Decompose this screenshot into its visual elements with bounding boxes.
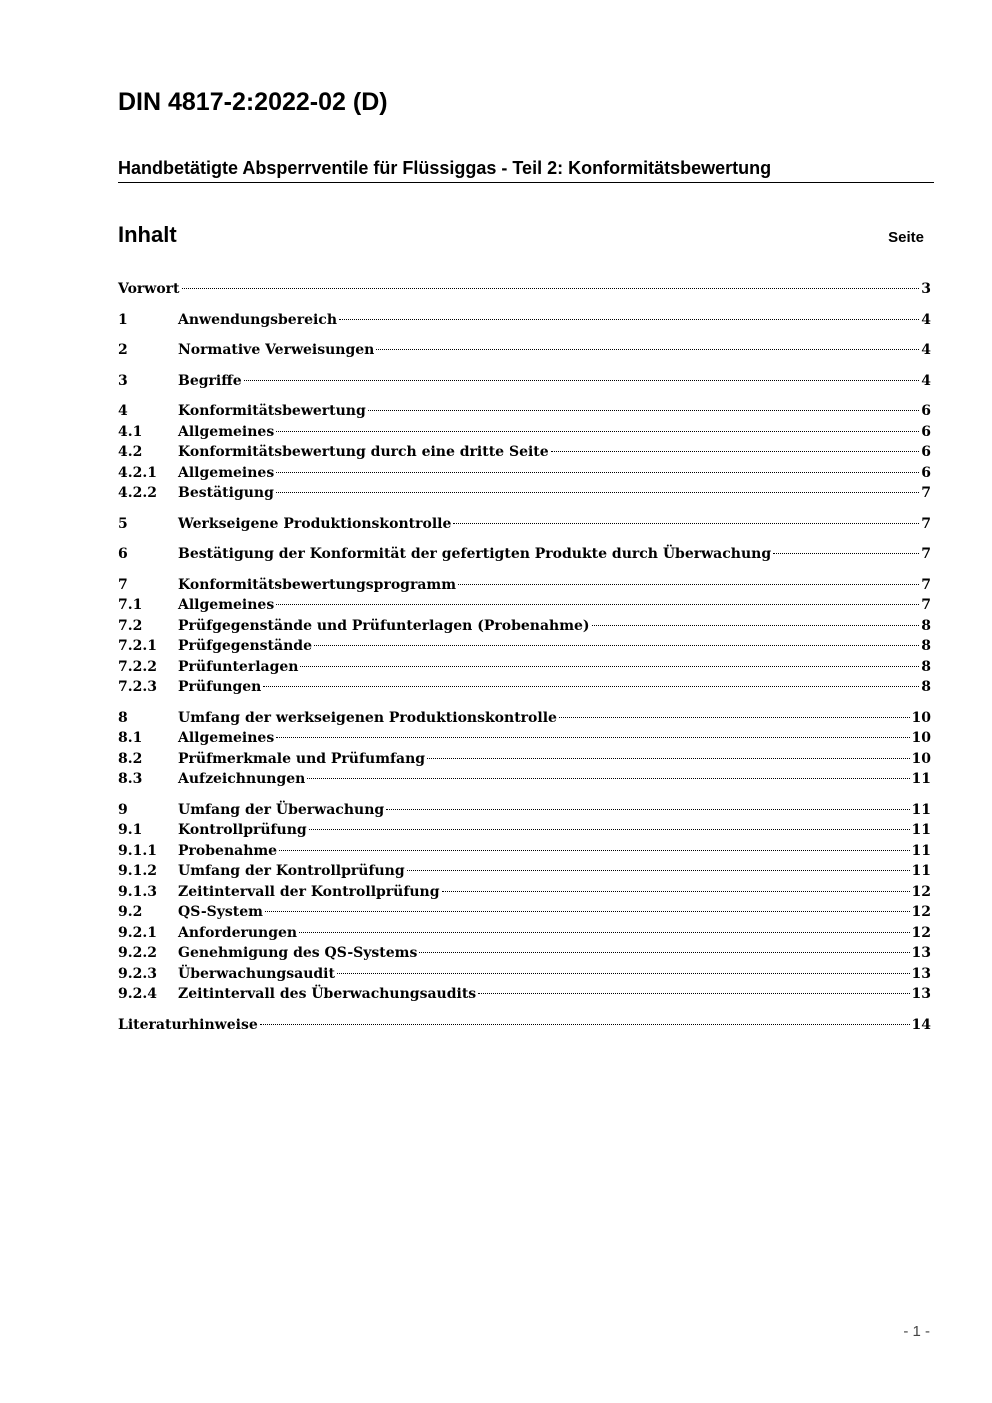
toc-entry-number: 2 <box>118 342 128 358</box>
toc-entry-number: 9.2.3 <box>118 965 157 982</box>
toc-dot-leader <box>407 870 910 871</box>
toc-entry-number: 7.2.3 <box>118 679 157 695</box>
toc-entry[interactable] <box>118 514 931 535</box>
toc-entry-title: Prüfunterlagen <box>178 658 299 675</box>
toc-entry-page: 3 <box>921 281 931 297</box>
toc-entry-title: Prüfmerkmale und Prüfumfang <box>178 750 426 767</box>
toc-dot-leader <box>182 288 920 289</box>
toc-entry-page: 8 <box>921 617 931 634</box>
toc-entry-title: QS-System <box>178 904 263 920</box>
toc-entry[interactable] <box>118 820 931 841</box>
toc-entry[interactable] <box>118 401 931 422</box>
toc-dot-leader <box>551 451 920 452</box>
toc-entry[interactable] <box>118 544 931 565</box>
toc-entry-number: 4 <box>118 403 128 419</box>
toc-entry-page: 11 <box>911 863 931 879</box>
toc-entry[interactable] <box>118 964 931 985</box>
toc-entry-number: 7.1 <box>118 597 143 613</box>
toc-entry-page: 4 <box>921 372 931 389</box>
toc-entry-title: Allgemeines <box>178 730 275 746</box>
toc-entry-page: 7 <box>921 485 931 501</box>
toc-entry[interactable] <box>118 442 931 463</box>
toc-entry[interactable] <box>118 749 931 770</box>
toc-dot-leader <box>478 993 909 994</box>
toc-entry-page: 6 <box>921 423 931 440</box>
toc-dot-leader <box>314 645 919 646</box>
toc-entry-page: 10 <box>911 730 931 746</box>
toc-dot-leader <box>276 737 909 738</box>
toc-dot-leader <box>276 472 919 473</box>
toc-entry-title: Prüfgegenstände <box>178 638 312 654</box>
toc-entry-number: 8.3 <box>118 771 143 787</box>
toc-entry-page: 12 <box>911 924 931 941</box>
toc-entry-page: 7 <box>921 597 931 613</box>
toc-entry[interactable] <box>118 943 931 964</box>
toc-entry[interactable] <box>118 371 931 392</box>
toc-entry-title: Überwachungsaudit <box>178 965 335 982</box>
toc-entry-number: 9.1 <box>118 822 143 838</box>
toc-entry-page: 13 <box>911 965 931 982</box>
toc-entry-title: Prüfungen <box>178 679 262 695</box>
toc-entry-title: Umfang der Kontrollprüfung <box>178 863 405 879</box>
toc-entry[interactable] <box>118 800 931 821</box>
toc-entry-number: 8 <box>118 709 128 726</box>
toc-entry[interactable] <box>118 728 931 749</box>
toc-entry-title: Kontrollprüfung <box>178 822 307 838</box>
toc-entry-title: Zeitintervall der Kontrollprüfung <box>178 883 440 900</box>
toc-entry-title: Aufzeichnungen <box>178 771 306 787</box>
toc-dot-leader <box>307 778 909 779</box>
toc-entry-title: Zeitintervall des Überwachungsaudits <box>178 986 477 1002</box>
toc-entry[interactable] <box>118 902 931 923</box>
toc-entry-page: 14 <box>911 1016 931 1033</box>
toc-entry-page: 6 <box>921 403 931 419</box>
toc-dot-leader <box>276 604 919 605</box>
toc-entry[interactable] <box>118 657 931 678</box>
toc-entry-title: Allgemeines <box>178 464 275 481</box>
toc-dot-leader <box>279 850 909 851</box>
toc-entry[interactable] <box>118 636 931 657</box>
toc-entry-number: 8.1 <box>118 730 143 746</box>
toc-dot-leader <box>276 431 919 432</box>
toc-entry-page: 12 <box>911 883 931 900</box>
toc-entry-title: Literaturhinweise <box>118 1016 258 1033</box>
toc-dot-leader <box>300 666 919 667</box>
toc-entry-title: Prüfgegenstände und Prüfunterlagen (Probenahme) <box>178 617 590 634</box>
toc-entry[interactable] <box>118 769 931 790</box>
toc-entry-number: 4.2.1 <box>118 464 157 481</box>
toc-entry-title: Allgemeines <box>178 423 275 440</box>
toc-entry-page: 8 <box>921 638 931 654</box>
toc-entry-title: Begriffe <box>178 372 242 389</box>
toc-entry[interactable] <box>118 984 931 1005</box>
toc-entry-title: Normative Verweisungen <box>178 342 375 358</box>
toc-entry[interactable] <box>118 841 931 862</box>
toc-dot-leader <box>244 380 920 381</box>
toc-entry-title: Konformitätsbewertungsprogramm <box>178 576 457 593</box>
toc-entry[interactable] <box>118 595 931 616</box>
toc-entry[interactable] <box>118 1015 931 1036</box>
toc-dot-leader <box>559 717 910 718</box>
toc-entry-page: 7 <box>921 515 931 532</box>
toc-entry-page: 11 <box>911 842 931 859</box>
toc-dot-leader <box>376 349 919 350</box>
toc-entry-number: 6 <box>118 546 128 562</box>
toc-dot-leader <box>592 625 920 626</box>
toc-entry-number: 7.2.2 <box>118 658 157 675</box>
toc-entry-page: 4 <box>921 311 931 328</box>
toc-dot-leader <box>276 492 919 493</box>
toc-entry-title: Probenahme <box>178 842 278 859</box>
toc-entry-page: 6 <box>921 464 931 481</box>
toc-entry-title: Bestätigung der Konformität der gefertigten Produkte durch Überwachung <box>178 546 772 562</box>
toc-dot-leader <box>339 319 919 320</box>
toc-entry-page: 10 <box>911 750 931 767</box>
toc-entry-page: 11 <box>911 771 931 787</box>
page-number: - 1 - <box>903 1323 930 1340</box>
toc-entry[interactable] <box>118 861 931 882</box>
toc-entry-number: 4.1 <box>118 423 143 440</box>
toc-dot-leader <box>263 686 919 687</box>
toc-entry-number: 5 <box>118 515 128 532</box>
toc-entry-title: Anforderungen <box>178 924 298 941</box>
toc-dot-leader <box>442 891 910 892</box>
toc-entry-page: 11 <box>911 822 931 838</box>
toc-entry-page: 8 <box>921 658 931 675</box>
toc-entry[interactable] <box>118 422 931 443</box>
toc-entry-page: 13 <box>911 945 931 961</box>
toc-entry[interactable] <box>118 310 931 331</box>
toc-entry-title: Umfang der Überwachung <box>178 801 385 818</box>
toc-dot-leader <box>265 911 910 912</box>
toc-entry-title: Allgemeines <box>178 597 275 613</box>
toc-entry-title: Konformitätsbewertung durch eine dritte Seite <box>178 444 549 460</box>
toc-entry-number: 9.2.4 <box>118 986 157 1002</box>
toc-entry-number: 3 <box>118 372 128 389</box>
toc-entry-number: 9.1.2 <box>118 863 157 879</box>
toc-entry-page: 11 <box>911 801 931 818</box>
toc-entry-number: 7.2 <box>118 617 143 634</box>
toc-entry-number: 7 <box>118 576 128 593</box>
toc-dot-leader <box>299 932 909 933</box>
toc-dot-leader <box>458 584 919 585</box>
toc-entry-page: 13 <box>911 986 931 1002</box>
toc-dot-leader <box>427 758 909 759</box>
toc-entry[interactable] <box>118 882 931 903</box>
toc-dot-leader <box>453 523 919 524</box>
toc-entry-page: 6 <box>921 444 931 460</box>
toc-entry-number: 9.1.1 <box>118 842 157 859</box>
toc-entry-page: 10 <box>911 709 931 726</box>
toc-entry[interactable] <box>118 279 931 300</box>
toc-entry-number: 4.2.2 <box>118 485 157 501</box>
toc-entry-title: Bestätigung <box>178 485 274 501</box>
toc-entry-page: 7 <box>921 576 931 593</box>
toc-entry[interactable] <box>118 575 931 596</box>
toc-entry-page: 7 <box>921 546 931 562</box>
toc-entry-title: Anwendungsbereich <box>178 311 337 328</box>
toc-entry-title: Vorwort <box>118 281 180 297</box>
toc-entry-number: 1 <box>118 311 128 328</box>
toc-dot-leader <box>368 410 919 411</box>
toc-entry[interactable] <box>118 463 931 484</box>
document-id: DIN 4817-2:2022-02 (D) <box>118 88 388 116</box>
toc-entry[interactable] <box>118 708 931 729</box>
toc-entry-page: 8 <box>921 679 931 695</box>
toc-entry-title: Konformitätsbewertung <box>178 403 366 419</box>
document-subtitle: Handbetätigte Absperrventile für Flüssiggas - Teil 2: Konformitätsbewertung <box>118 158 934 183</box>
toc-entry-number: 9.2.2 <box>118 945 157 961</box>
toc-entry-number: 9.2 <box>118 904 143 920</box>
toc-dot-leader <box>260 1024 910 1025</box>
toc-entry-page: 12 <box>911 904 931 920</box>
toc-entry-number: 9.2.1 <box>118 924 157 941</box>
toc-heading: Inhalt <box>118 222 177 247</box>
toc-entry-number: 9.1.3 <box>118 883 157 900</box>
page-column-label: Seite <box>888 229 924 246</box>
toc-entry-title: Genehmigung des QS-Systems <box>178 945 418 961</box>
toc-entry-number: 4.2 <box>118 444 143 460</box>
toc-dot-leader <box>309 829 910 830</box>
toc-dot-leader <box>337 973 910 974</box>
toc-dot-leader <box>773 553 919 554</box>
toc-entry[interactable] <box>118 340 931 361</box>
toc-entry-number: 9 <box>118 801 128 818</box>
toc-entry-number: 7.2.1 <box>118 638 157 654</box>
toc-entry-title: Werkseigene Produktionskontrolle <box>178 515 452 532</box>
toc-entry-number: 8.2 <box>118 750 143 767</box>
toc-dot-leader <box>386 809 909 810</box>
toc-entry-title: Umfang der werkseigenen Produktionskontrolle <box>178 709 557 726</box>
table-of-contents <box>118 279 931 1035</box>
toc-entry[interactable] <box>118 923 931 944</box>
toc-entry[interactable] <box>118 616 931 637</box>
toc-entry[interactable] <box>118 483 931 504</box>
toc-entry-page: 4 <box>921 342 931 358</box>
toc-dot-leader <box>419 952 909 953</box>
toc-entry[interactable] <box>118 677 931 698</box>
